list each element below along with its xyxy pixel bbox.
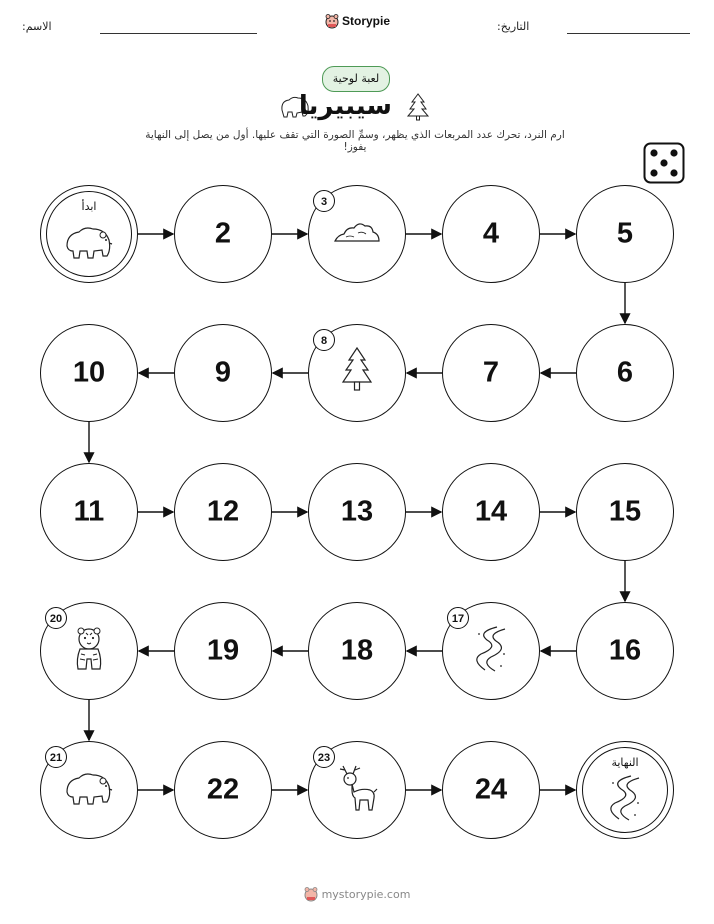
- board-space: [308, 463, 406, 561]
- space-number-badge: 8: [313, 329, 335, 351]
- space-number: 2: [214, 217, 232, 250]
- space-number-badge: 21: [45, 746, 67, 768]
- space-number: 22: [206, 773, 240, 806]
- board-space: [40, 741, 138, 839]
- board-space: [174, 602, 272, 700]
- board-space: [40, 463, 138, 561]
- page-title: سيبيريا: [298, 91, 392, 121]
- space-number: 6: [616, 356, 634, 389]
- space-number: 4: [482, 217, 500, 250]
- tiger-icon: [66, 625, 112, 673]
- bear-icon: [63, 220, 115, 268]
- game-type-badge: لعبة لوحية: [322, 66, 390, 92]
- space-number-badge: 3: [313, 190, 335, 212]
- space-number: 12: [206, 495, 240, 528]
- instructions: ارم النرد، تحرك عدد المربعات الذي يظهر، وسمِّ الصورة التي تقف عليها. أول من يصل إلى النهاية يفوز!: [145, 129, 565, 153]
- bear-icon: [63, 766, 115, 810]
- board-space: [308, 185, 406, 283]
- name-label: الاسم:: [22, 20, 52, 33]
- board-space: [174, 741, 272, 839]
- board-space: [576, 602, 674, 700]
- space-number: 13: [340, 495, 374, 528]
- space-number: 9: [214, 356, 232, 389]
- space-number-badge: 23: [313, 746, 335, 768]
- bear-icon: [63, 220, 115, 264]
- river-icon: [471, 624, 511, 674]
- board-space: [308, 602, 406, 700]
- snow-pile-icon: [332, 217, 382, 251]
- footer: [0, 886, 714, 902]
- finish-space: [576, 741, 674, 839]
- board-space: [576, 463, 674, 561]
- board-space: [576, 324, 674, 422]
- river-icon: [605, 773, 645, 827]
- reindeer-icon: [334, 762, 380, 818]
- space-number: 10: [72, 356, 106, 389]
- board-space: [40, 602, 138, 700]
- board-space: [442, 741, 540, 839]
- space-number: 11: [73, 495, 105, 528]
- start-label: ابدأ: [81, 200, 97, 213]
- snow-pile-icon: [332, 217, 382, 247]
- board-space: [442, 185, 540, 283]
- bear-icon: [63, 766, 115, 814]
- space-number: 14: [474, 495, 508, 528]
- board-space: [308, 741, 406, 839]
- space-number: 5: [616, 217, 634, 250]
- space-number: 18: [340, 634, 374, 667]
- board-space: [442, 602, 540, 700]
- pine-tree-icon: [339, 346, 375, 400]
- space-number: 24: [474, 773, 508, 806]
- board-space: [576, 185, 674, 283]
- river-icon: [471, 624, 511, 678]
- board-space: [308, 324, 406, 422]
- date-label: التاريخ:: [497, 20, 530, 33]
- space-number: 16: [608, 634, 642, 667]
- space-number: 15: [608, 495, 642, 528]
- board-space: [174, 463, 272, 561]
- space-number-badge: 17: [447, 607, 469, 629]
- tiger-icon: [66, 625, 112, 677]
- board-space: [442, 463, 540, 561]
- board-space: [40, 324, 138, 422]
- footer-url[interactable]: mystorypie.com: [321, 887, 411, 901]
- river-icon: [605, 773, 645, 823]
- finish-label: النهاية: [611, 756, 639, 769]
- board-space: [174, 324, 272, 422]
- space-number: 7: [482, 356, 500, 389]
- storypie-logo-icon: [304, 886, 318, 902]
- start-space: [40, 185, 138, 283]
- brand-name: Storypie: [342, 14, 391, 28]
- board-space: [174, 185, 272, 283]
- space-number-badge: 20: [45, 607, 67, 629]
- space-number: 19: [206, 634, 240, 667]
- board-space: [442, 324, 540, 422]
- reindeer-icon: [334, 762, 380, 814]
- pine-tree-icon: [339, 346, 375, 396]
